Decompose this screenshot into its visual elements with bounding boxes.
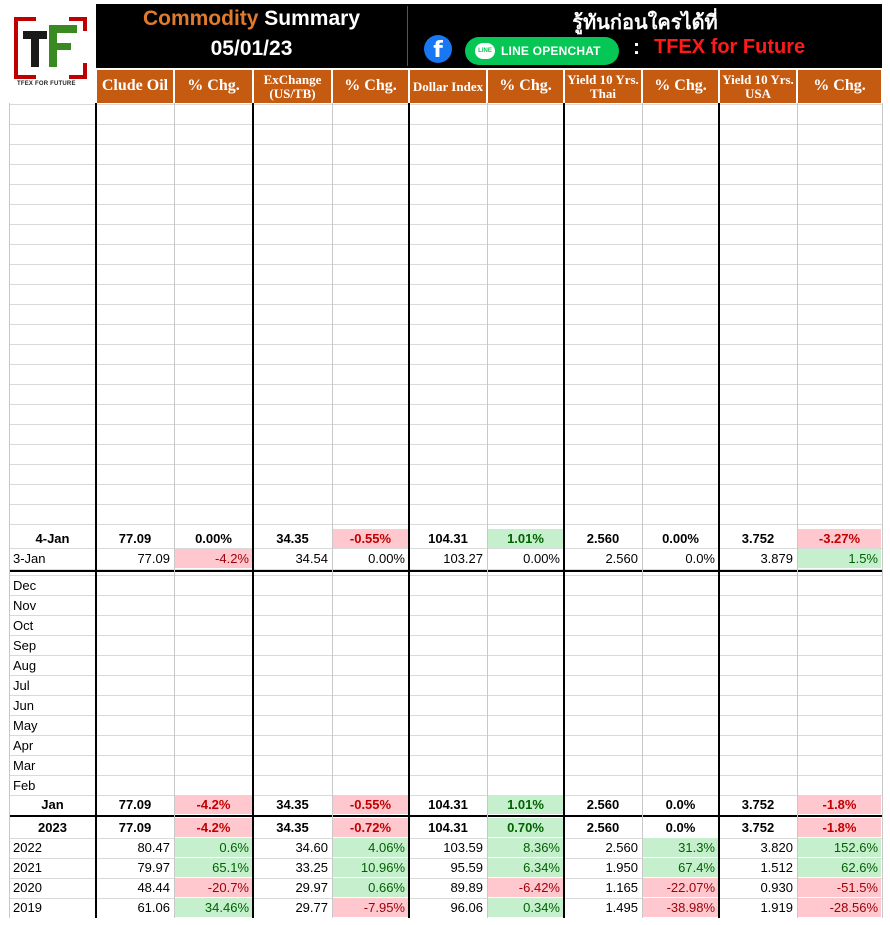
tf-logo [9,7,94,97]
row-label: 4-Jan [35,531,70,546]
pct-change-cell: -28.56% [798,898,881,917]
row-divider [9,695,882,696]
value-cell: 77.09 [118,820,152,835]
report-date: 05/01/23 [210,37,293,60]
column-header: % Chg. [643,70,718,103]
row-divider [9,464,882,465]
row-divider [9,504,882,505]
value-cell: 104.31 [428,531,468,546]
value-cell: 2.560 [586,820,620,835]
brand-name: TFEX for Future [654,36,806,58]
pct-change-cell: -3.27% [798,529,881,548]
pct-change-cell: 152.6% [798,838,881,857]
month-label: Oct [13,618,34,633]
row-label: 2021 [13,860,42,875]
row-divider [9,124,882,125]
value-cell: 34.35 [276,531,309,546]
row-divider [9,575,882,576]
row-divider [9,595,882,596]
pct-change-cell: 0.00% [368,551,405,566]
value-cell: 34.60 [295,840,328,855]
row-label: 2022 [13,840,42,855]
pct-change-cell: 0.0% [685,551,715,566]
row-divider [9,344,882,345]
month-label: Mar [13,758,36,773]
column-header: Dollar Index [410,70,486,103]
pct-change-cell: -22.07% [643,878,718,897]
pct-change-cell: 4.06% [333,838,408,857]
month-label: Apr [13,738,34,753]
value-cell: 95.59 [450,860,483,875]
column-header: ExChange (US/TB) [254,70,331,103]
value-cell: 2.560 [605,840,638,855]
value-cell: 77.09 [118,797,152,812]
month-label: Sep [13,638,37,653]
column-header: % Chg. [798,70,881,103]
month-label: Jul [13,678,30,693]
pct-change-cell: -4.2% [175,818,252,837]
column-header: % Chg. [175,70,252,103]
pct-change-cell: 0.0% [665,820,696,835]
title-accent: Commodity [142,7,259,30]
value-cell: 2.560 [605,551,638,566]
facebook-icon[interactable]: f [424,35,452,63]
slogan: รู้ทันก่อนใครได้ที่ [572,10,718,34]
value-cell: 2.560 [586,797,620,812]
value-cell: 77.09 [118,531,152,546]
row-divider [9,324,882,325]
value-cell: 77.09 [137,551,170,566]
row-divider [9,755,882,756]
value-cell: 104.31 [428,797,468,812]
row-divider [9,244,882,245]
value-cell: 34.35 [276,797,309,812]
pct-change-cell: -0.72% [333,818,408,837]
pct-change-cell: -0.55% [333,529,408,548]
title-rest: Summary [258,7,361,30]
month-label: Nov [13,598,37,613]
row-divider [9,775,882,776]
pct-change-cell: 34.46% [175,898,252,917]
value-cell: 3.879 [760,551,793,566]
value-cell: 48.44 [137,880,170,895]
value-cell: 96.06 [450,900,483,915]
value-cell: 1.495 [605,900,638,915]
value-cell: 0.930 [760,880,793,895]
pct-change-cell: 8.36% [488,838,563,857]
row-divider [9,384,882,385]
row-label: 3-Jan [13,551,46,566]
row-divider [9,655,882,656]
value-cell: 33.25 [295,860,328,875]
pct-change-cell: 0.70% [488,818,563,837]
value-cell: 103.27 [443,551,483,566]
value-cell: 3.752 [741,820,775,835]
row-divider [9,184,882,185]
column-header: % Chg. [488,70,563,103]
month-label: Feb [13,778,36,793]
pct-change-cell: 0.00% [662,531,699,546]
value-cell: 104.31 [428,820,468,835]
page-title [96,7,407,31]
row-divider [9,615,882,616]
pct-change-cell: -1.8% [798,818,881,837]
row-divider [9,164,882,165]
month-label: Jun [13,698,34,713]
row-divider [9,570,882,572]
line-openchat-button[interactable] [465,37,619,65]
row-divider [9,404,882,405]
row-divider [9,524,882,525]
pct-change-cell: -6.42% [488,878,563,897]
value-cell: 1.950 [605,860,638,875]
column-divider [882,103,883,918]
pct-change-cell: 62.6% [798,858,881,877]
row-divider [9,204,882,205]
row-divider [9,815,882,817]
line-openchat-label: LINE OPENCHAT [501,44,601,58]
row-label: 2020 [13,880,42,895]
cropped-row [0,918,890,925]
row-label: Jan [41,797,64,812]
line-icon: LINE [475,43,495,59]
pct-change-cell: 10.96% [333,858,408,877]
value-cell: 3.752 [741,531,775,546]
value-cell: 34.35 [276,820,309,835]
pct-change-cell: -20.7% [175,878,252,897]
row-divider [9,424,882,425]
row-label: 2019 [13,900,42,915]
logo-subtext: TFEX FOR FUTURE [17,81,76,87]
row-divider [9,635,882,636]
column-header: Yield 10 Yrs. Thai [565,70,641,103]
brand-separator: : [633,36,640,59]
row-divider [9,264,882,265]
row-divider [9,675,882,676]
pct-change-cell: -4.2% [175,549,252,568]
pct-change-cell: -1.8% [798,795,881,814]
pct-change-cell: 0.00% [195,531,232,546]
row-divider [9,364,882,365]
row-divider [9,715,882,716]
row-divider [9,735,882,736]
month-label: Dec [13,578,37,593]
month-label: Aug [13,658,37,673]
pct-change-cell: -7.95% [333,898,408,917]
pct-change-cell: 6.34% [488,858,563,877]
value-cell: 79.97 [137,860,170,875]
pct-change-cell: 31.3% [643,838,718,857]
column-header: Clude Oil [97,70,173,103]
value-cell: 29.77 [295,900,328,915]
row-divider [9,484,882,485]
pct-change-cell: 0.00% [523,551,560,566]
value-cell: 2.560 [586,531,620,546]
pct-change-cell: 1.5% [798,549,881,568]
value-cell: 1.919 [760,900,793,915]
value-cell: 61.06 [137,900,170,915]
pct-change-cell: 0.0% [665,797,696,812]
row-divider [9,224,882,225]
pct-change-cell: 67.4% [643,858,718,877]
pct-change-cell: -0.55% [333,795,408,814]
value-cell: 29.97 [295,880,328,895]
row-divider [9,144,882,145]
value-cell: 1.512 [760,860,793,875]
row-label: 2023 [38,820,67,835]
value-cell: 1.165 [605,880,638,895]
month-label: May [13,718,38,733]
pct-change-cell: 1.01% [488,529,563,548]
row-divider [9,304,882,305]
pct-change-cell: -51.5% [798,878,881,897]
value-cell: 3.752 [741,797,775,812]
row-divider [9,284,882,285]
value-cell: 103.59 [443,840,483,855]
pct-change-cell: -38.98% [643,898,718,917]
pct-change-cell: 0.6% [175,838,252,857]
pct-change-cell: -4.2% [175,795,252,814]
column-header: Yield 10 Yrs. USA [720,70,796,103]
value-cell: 3.820 [760,840,793,855]
row-divider [9,104,882,105]
pct-change-cell: 0.66% [333,878,408,897]
value-cell: 80.47 [137,840,170,855]
pct-change-cell: 65.1% [175,858,252,877]
value-cell: 89.89 [450,880,483,895]
value-cell: 34.54 [295,551,328,566]
pct-change-cell: 0.34% [488,898,563,917]
column-header: % Chg. [333,70,408,103]
row-divider [9,444,882,445]
pct-change-cell: 1.01% [488,795,563,814]
